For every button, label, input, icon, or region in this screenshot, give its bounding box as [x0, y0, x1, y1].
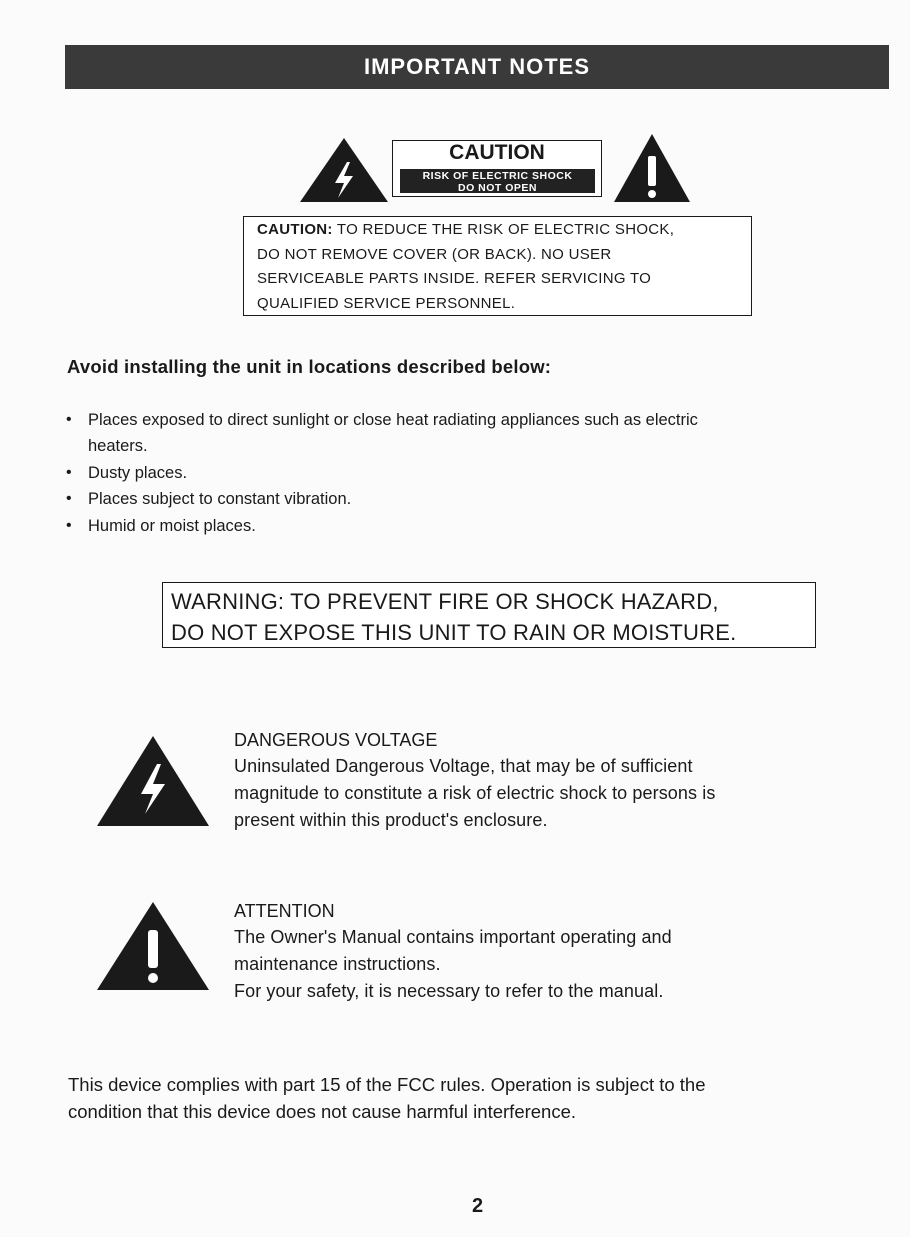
page-header	[65, 45, 889, 89]
fcc-statement-line-1: This device complies with part 15 of the FCC rules. Operation is subject to the	[68, 1074, 706, 1095]
attention-line-1: The Owner's Manual contains important operating and	[234, 927, 672, 947]
dangerous-voltage-line-3: present within this product's enclosure.	[234, 810, 548, 830]
caution-line-2: DO NOT REMOVE COVER (OR BACK). NO USER	[257, 245, 612, 263]
exclamation-triangle-icon	[612, 132, 692, 204]
caution-sub-line-1: RISK OF ELECTRIC SHOCK	[422, 170, 573, 182]
bullet-dot: •	[66, 464, 72, 481]
avoid-item-3: Places subject to constant vibration.	[88, 490, 352, 508]
bullet-dot: •	[66, 490, 72, 507]
caution-bold-label: CAUTION:	[257, 221, 333, 238]
avoid-item-2: Dusty places.	[88, 464, 188, 482]
dangerous-voltage-line-2: magnitude to constitute a risk of electric shock to persons is	[234, 783, 716, 803]
warning-line-1: WARNING: TO PREVENT FIRE OR SHOCK HAZARD,	[171, 589, 719, 614]
attention-line-2: maintenance instructions.	[234, 954, 441, 974]
lightning-triangle-icon	[298, 136, 390, 204]
fcc-statement-line-2: condition that this device does not cause harmful interference.	[68, 1101, 577, 1122]
caution-sub-line-2: DO NOT OPEN	[457, 182, 537, 194]
avoid-item-4: Humid or moist places.	[88, 517, 256, 535]
page-number: 2	[471, 1195, 484, 1217]
avoid-item-1-cont: heaters.	[88, 437, 148, 455]
attention-line-3: For your safety, it is necessary to refer to the manual.	[234, 981, 664, 1001]
caution-label-title: CAUTION	[449, 141, 545, 164]
lightning-bolt-triangle-icon	[95, 734, 211, 828]
caution-line-3: SERVICEABLE PARTS INSIDE. REFER SERVICING TO	[257, 270, 652, 287]
bullet-dot: •	[66, 411, 72, 428]
page-title: IMPORTANT NOTES	[363, 54, 591, 79]
exclamation-triangle-icon	[95, 900, 211, 992]
warning-line-2: DO NOT EXPOSE THIS UNIT TO RAIN OR MOISTURE.	[171, 620, 737, 645]
caution-label-subtitle	[400, 169, 595, 193]
bullet-dot: •	[66, 517, 72, 534]
avoid-item-1: Places exposed to direct sunlight or close heat radiating appliances such as electric	[88, 411, 698, 429]
attention-title: ATTENTION	[234, 901, 335, 921]
caution-line-1: TO REDUCE THE RISK OF ELECTRIC SHOCK,	[332, 221, 675, 238]
caution-line-4: QUALIFIED SERVICE PERSONNEL.	[257, 294, 516, 312]
avoid-heading: Avoid installing the unit in locations described below:	[67, 356, 552, 377]
dangerous-voltage-line-1: Uninsulated Dangerous Voltage, that may be of sufficient	[234, 756, 693, 776]
dangerous-voltage-title: DANGEROUS VOLTAGE	[234, 730, 438, 750]
caution-text	[257, 218, 745, 316]
